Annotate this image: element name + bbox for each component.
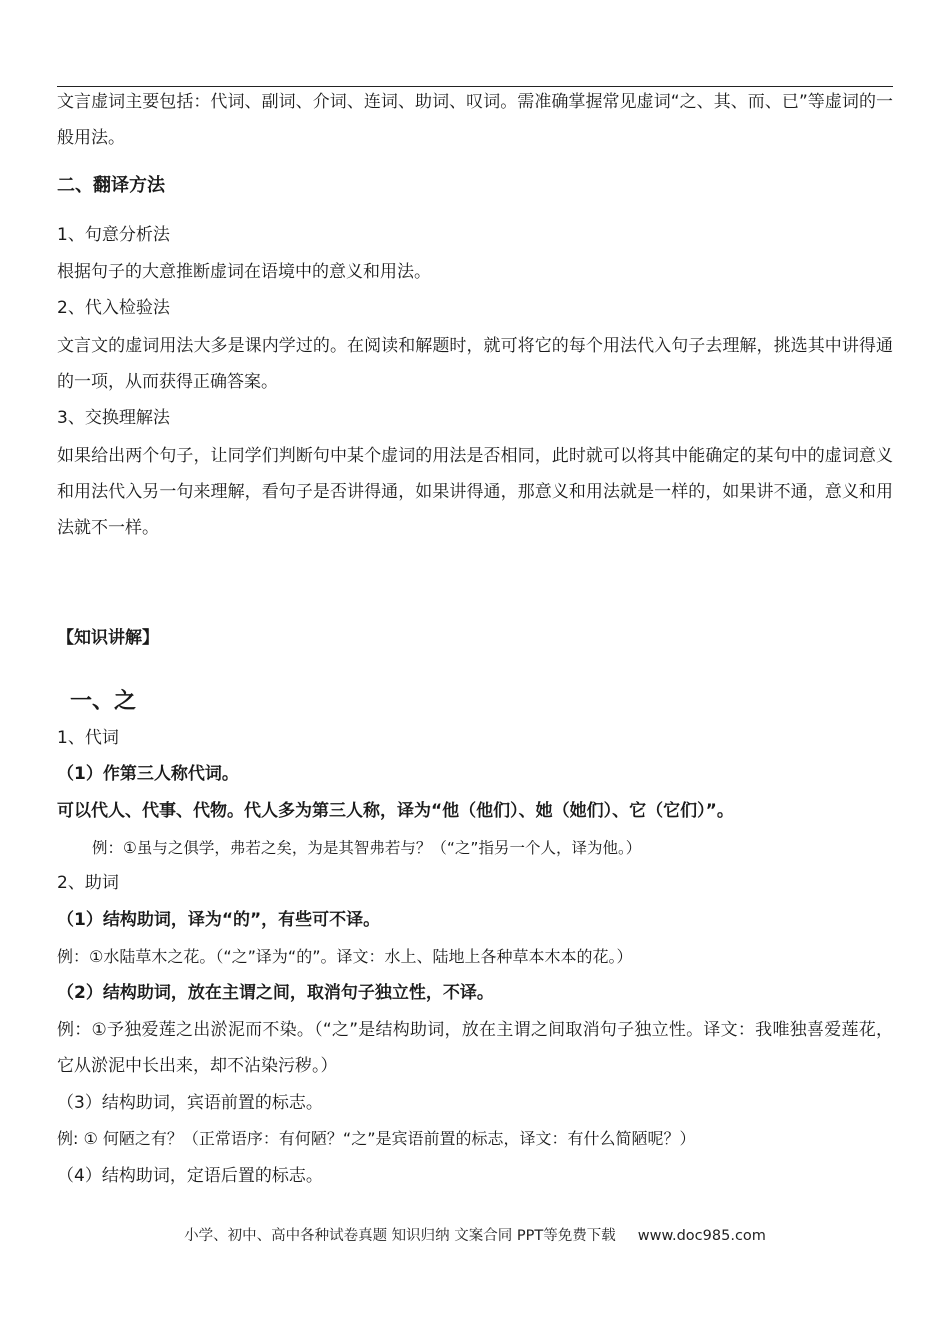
pronoun-example: 例：①虽与之俱学，弗若之矣，为是其智弗若与？（“之”指另一个人，译为他。） <box>92 839 642 857</box>
method-3-title: 3、交换理解法 <box>57 408 170 428</box>
particle-example-2: 例：①予独爱莲之出淤泥而不染。（“之”是结构助词，放在主谓之间取消句子独立性。译文：我唯独喜爱莲花，它从淤泥中长出来，却不沾染污秽。） <box>57 1020 893 1076</box>
particle-sub1: （1）结构助词，译为“的”，有些可不译。 <box>57 910 381 930</box>
section-title-zhi: 一、之 <box>70 689 137 714</box>
method-1-text: 根据句子的大意推断虚词在语境中的意义和用法。 <box>57 262 431 282</box>
particle-example-3: 例: ① 何陋之有？（正常语序：有何陋？“之”是宾语前置的标志，译文：有什么简陋呢？） <box>57 1129 696 1148</box>
methods-heading: 二、翻译方法 <box>57 175 165 196</box>
particle-sub2: （2）结构助词，放在主谓之间，取消句子独立性，不译。 <box>57 983 494 1003</box>
knowledge-heading: 【知识讲解】 <box>57 628 159 648</box>
pronoun-title: 1、代词 <box>57 728 119 748</box>
method-2-title: 2、代入检验法 <box>57 298 170 318</box>
footer-text: 小学、初中、高中各种试卷真题 知识归纳 文案合同 PPT等免费下载 <box>184 1228 616 1244</box>
method-2-text: 文言文的虚词用法大多是课内学过的。在阅读和解题时，就可将它的每个用法代入句子去理解，挑选其中讲得通的一项，从而获得正确答案。 <box>57 336 893 392</box>
method-1-title: 1、句意分析法 <box>57 225 170 245</box>
page-footer <box>0 1222 950 1250</box>
intro-paragraph: 文言虚词主要包括：代词、副词、介词、连词、助词、叹词。需准确掌握常见虚词“之、其、而、已”等虚词的一般用法。 <box>57 92 893 148</box>
pronoun-desc: 可以代人、代事、代物。代人多为第三人称，译为“他（他们）、她（她们）、它（它们）”。 <box>57 801 734 821</box>
particle-sub3: （3）结构助词，宾语前置的标志。 <box>57 1093 323 1113</box>
particle-sub4: （4）结构助词，定语后置的标志。 <box>57 1166 323 1186</box>
particle-example-1: 例：①水陆草木之花。（“之”译为“的”。译文：水上、陆地上各种草本木本的花。） <box>57 947 633 966</box>
particle-title: 2、助词 <box>57 873 119 893</box>
method-3-text: 如果给出两个句子，让同学们判断句中某个虚词的用法是否相同，此时就可以将其中能确定的某句中的虚词意义和用法代入另一句来理解，看句子是否讲得通，如果讲得通，那意义和用法就是一样的，如果讲不通，意义和用法就不一样。 <box>57 446 893 538</box>
pronoun-sub1: （1）作第三人称代词。 <box>57 764 239 784</box>
footer-url[interactable]: www.doc985.com <box>637 1228 766 1244</box>
